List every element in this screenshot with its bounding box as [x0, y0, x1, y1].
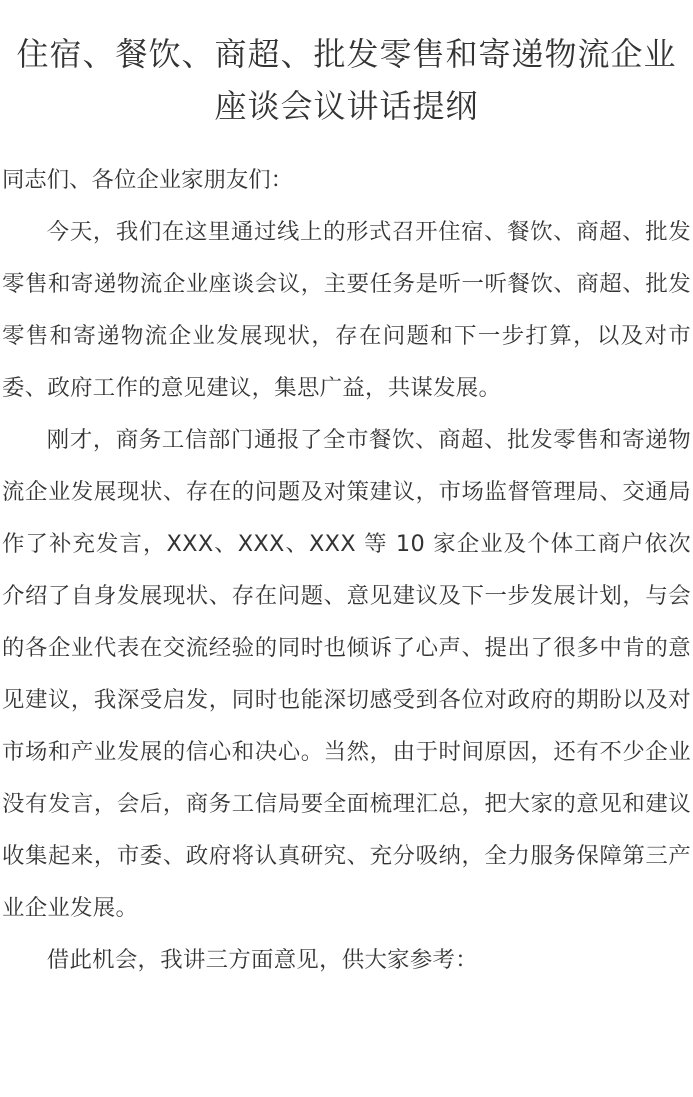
salutation: 同志们、各位企业家朋友们：	[2, 167, 294, 193]
document-title: 住宿、餐饮、商超、批发零售和寄递物流企业座谈会议讲话提纲	[16, 35, 677, 125]
paragraph-review: 刚才，商务工信部门通报了全市餐饮、商超、批发零售和寄递物流企业发展现状、存在的问题及对策建议，市场监督管理局、交通局作了补充发言，XXX、XXX、XXX 等 10 家企业及个体工商户依次介绍了自身发展现状、存在问题、意见建议及下一步发展计划，与会的各企业代表在交流经验的同时也倾诉了心声、提出了很多中肯的意见建议，我深受启发，同时也能深切感受到各位对政府的期盼以及对市场和产业发展的信心和决心。当然，由于时间原因，还有不少企业没有发言，会后，商务工信局要全面梳理汇总，把大家的意见和建议收集起来，市委、政府将认真研究、充分吸纳，全力服务保障第三产业企业发展。	[2, 427, 691, 921]
paragraph-opening: 今天，我们在这里通过线上的形式召开住宿、餐饮、商超、批发零售和寄递物流企业座谈会议，主要任务是听一听餐饮、商超、批发零售和寄递物流企业发展现状，存在问题和下一步打算，以及对市委、政府工作的意见建议，集思广益，共谋发展。	[2, 219, 691, 401]
paragraph-transition: 借此机会，我讲三方面意见，供大家参考：	[46, 947, 478, 973]
